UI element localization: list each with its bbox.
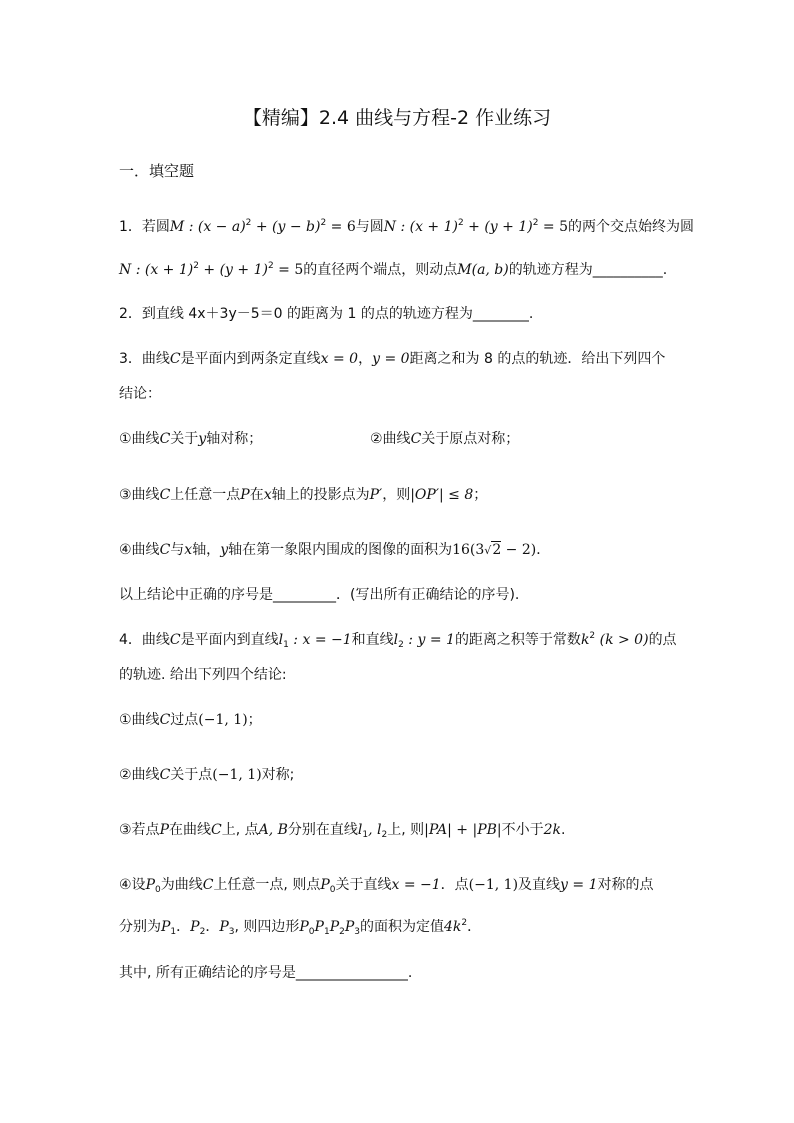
question-4-option-4-line-2: 分别为$P_1$．$P_2$．$P_3$, 则四边形$P_0P_1P_2P_3$的面积为定值$4k^2$． (119, 918, 482, 937)
question-4-line-1: 4．曲线C是平面内到直线$l_1$ : x = −1和直线$l_2$ : y = 1的距离之积等于常数$k^2$ (k > 0)的点 (119, 631, 677, 650)
question-3-option-1: ①曲线C关于y轴对称； (119, 431, 263, 447)
question-3-option-4: ④曲线C与x轴，y轴在第一象限内围成的图像的面积为16(3√2 − 2)． (119, 542, 551, 558)
question-3-line-1: 3．曲线C是平面内到两条定直线x = 0，y = 0距离之和为 8 的点的轨迹．给出下列四个 (119, 351, 666, 367)
question-3-line-2: 结论： (119, 386, 161, 402)
question-3-option-3: ③曲线C上任意一点P在x轴上的投影点为P′，则|OP′| ≤ 8； (119, 487, 488, 503)
question-2: 2．到直线 4x＋3y－5＝0 的距离为 1 的点的轨迹方程为________. (119, 306, 534, 322)
question-4-option-2: ②曲线C关于点(−1, 1)对称; (119, 767, 295, 783)
question-4-option-3: ③若点P在曲线C上, 点A, B分别在直线$l_1$, $l_2$上, 则|PA| + |PB|不小于2k. (119, 822, 566, 840)
section-heading: 一．填空题 (119, 162, 195, 180)
question-3-tail: 以上结论中正确的序号是_________．(写出所有正确结论的序号). (119, 587, 520, 603)
page-title: 【精编】2.4 曲线与方程-2 作业练习 (242, 107, 552, 129)
question-1-line-1: 1．若圆M : $(x - a)^2 + (y - b)^2 = 6$与圆N : $(x + 1)^2 + (y + 1)^2 = 5$的两个交点始终为圆 (119, 218, 695, 235)
question-4-option-1: ①曲线C过点(−1, 1)； (119, 712, 262, 728)
question-4-tail: 其中, 所有正确结论的序号是________________. (119, 965, 413, 981)
question-1-line-2: N : $(x + 1)^2 + (y + 1)^2 = 5$的直径两个端点，则动点M(a, b)的轨迹方程为__________. (119, 261, 668, 278)
question-4-option-4-line-1: ④设$P_0$为曲线C上任意一点, 则点$P_0$关于直线x = −1．点(−1, 1)及直线y = 1对称的点 (119, 877, 654, 895)
question-3-option-2: ②曲线C关于原点对称； (370, 431, 520, 447)
question-4-line-2: 的轨迹. 给出下列四个结论: (119, 667, 287, 683)
